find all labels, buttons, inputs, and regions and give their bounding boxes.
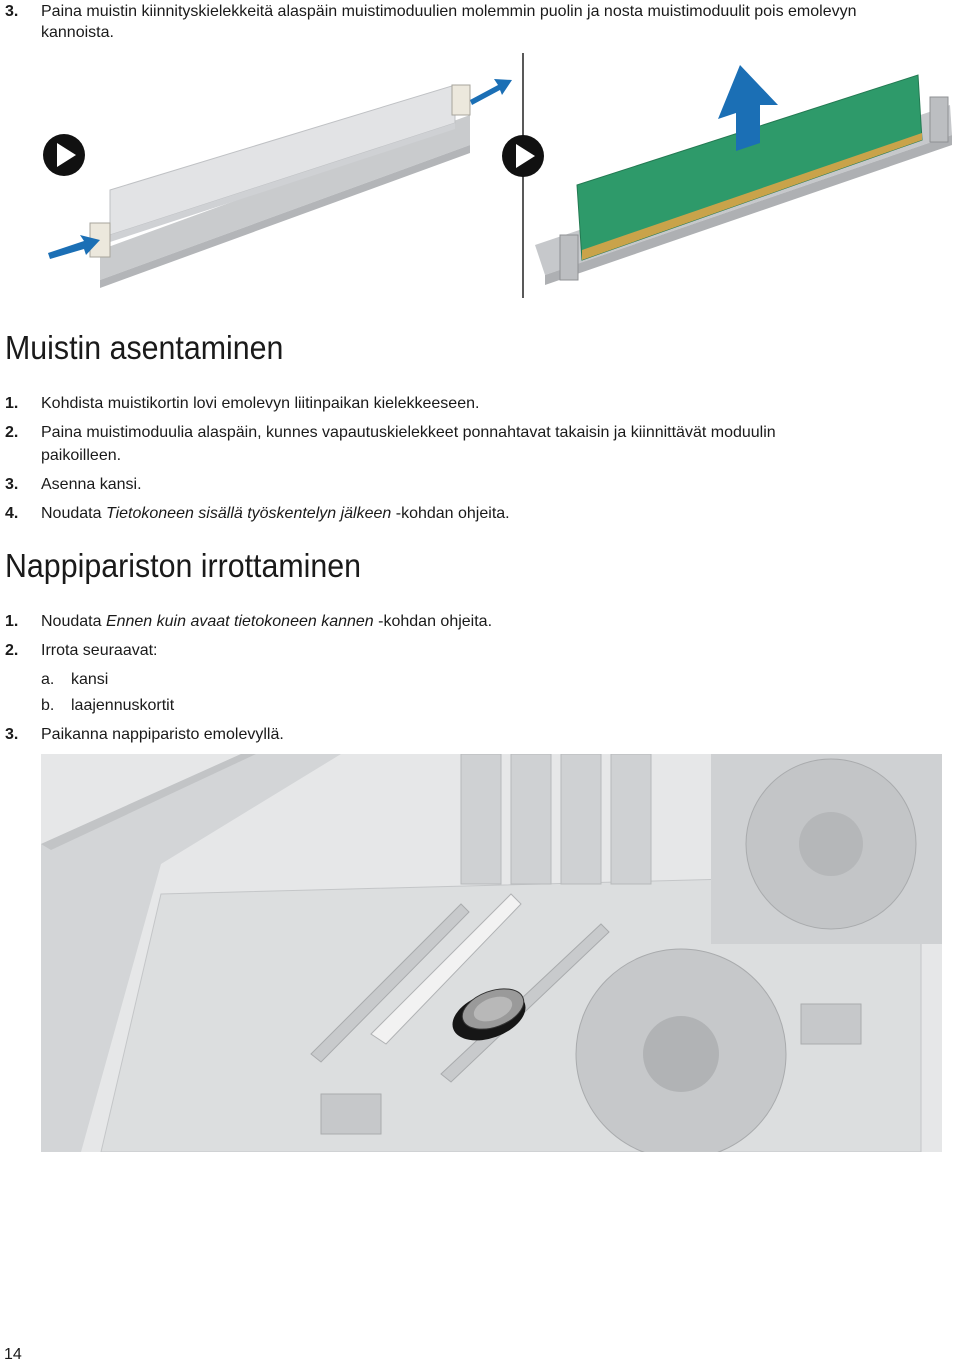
step-number: 3.: [5, 3, 19, 20]
step-text: Paikanna nappiparisto emolevyllä.: [41, 726, 284, 743]
text-suffix: -kohdan ohjeita.: [391, 505, 510, 522]
play-icon: [502, 135, 544, 177]
step-text: Asenna kansi.: [41, 476, 142, 493]
text-prefix: Noudata: [41, 613, 106, 630]
step-text: Irrota seuraavat:: [41, 642, 158, 659]
step-number: 1.: [5, 613, 19, 630]
step-text-line2: kannoista.: [41, 24, 114, 41]
step-number: 2.: [5, 642, 19, 659]
play-icon: [43, 134, 85, 176]
page-number: 14: [4, 1346, 22, 1363]
step-text: Kohdista muistikortin lovi emolevyn liitinpaikan kielekkeeseen.: [41, 395, 480, 412]
step-number: 3.: [5, 726, 19, 743]
memory-module-left: [90, 85, 470, 288]
text-suffix: -kohdan ohjeita.: [373, 613, 493, 630]
section-title-battery: Nappipariston irrottaminen: [5, 547, 362, 584]
cross-reference-link[interactable]: Ennen kuin avaat tietokoneen kannen: [105, 613, 374, 630]
step-text-line1: Paina muistin kiinnityskielekkeitä alaspäin muistimoduulien molemmin puolin ja nosta muistimoduulit pois emolevyn: [41, 3, 857, 20]
text-prefix: Noudata: [41, 505, 106, 522]
motherboard-illustration: [41, 754, 942, 1152]
memory-removal-illustration: [0, 45, 960, 305]
cross-reference-link[interactable]: Tietokoneen sisällä työskentelyn jälkeen: [105, 505, 392, 522]
step-number: 4.: [5, 505, 19, 522]
fan-icon: [711, 754, 942, 944]
sub-text: kansi: [71, 671, 109, 688]
section-title-install: Muistin asentaminen: [5, 329, 284, 366]
sub-text: laajennuskortit: [71, 697, 175, 714]
step-number: 3.: [5, 476, 19, 493]
fan-icon: [576, 949, 786, 1152]
step-text: [41, 610, 941, 634]
sub-letter: a.: [41, 671, 55, 688]
step-text-line2: paikoilleen.: [41, 447, 122, 464]
step-text-line1: Paina muistimoduulia alaspäin, kunnes vapautuskielekkeet ponnahtavat takaisin ja kiinnittävät moduulin: [41, 424, 776, 441]
step-number: 1.: [5, 395, 19, 412]
step-number: 2.: [5, 424, 19, 441]
step-text: [41, 502, 941, 526]
sub-letter: b.: [41, 697, 55, 714]
